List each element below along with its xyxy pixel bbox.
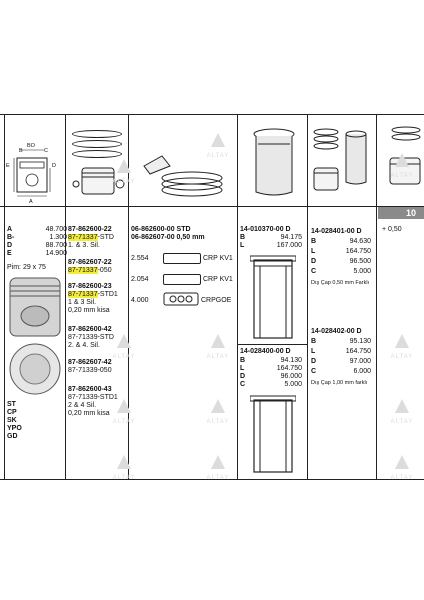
piston-note: 1. & 3. Sil. [68, 242, 100, 249]
col-divider [65, 114, 66, 479]
ring-set-code: 06-862607-00 0,50 mm [131, 234, 205, 241]
piston-note: 2. & 4. Sil. [68, 342, 100, 349]
liner-dim-row: D 96.000 [240, 373, 302, 380]
kit-dim-row: L 164.750 [311, 348, 371, 355]
header-separator [0, 206, 424, 207]
diagram-label-d: D [52, 163, 56, 169]
diagram-label-bo: BO [27, 143, 35, 149]
engine-type: CP [7, 409, 17, 416]
piston-ref: 87-71339-STD1 [68, 394, 118, 401]
ring-size: 2.054 [131, 276, 149, 283]
kit-note: Dış Çap 0,50 mm Farklı [311, 280, 370, 286]
diagram-label-e: E [6, 163, 10, 169]
piston-note: 0,20 mm kisa [68, 307, 110, 314]
piston-ref: 87-71337-STD1 [68, 291, 118, 298]
piston-crown-photo [8, 342, 62, 396]
piston-note: 0,20 mm kisa [68, 410, 110, 417]
engine-type: YPO [7, 425, 22, 432]
piston-ref: 87-71337-STD [68, 234, 114, 241]
diagram-label-c: C [44, 148, 48, 154]
piston-code: 87-862600-42 [68, 326, 112, 333]
watermark-logo: ▲ ALTAY [390, 327, 414, 360]
piston-note: 2 & 4 Sil. [68, 402, 97, 409]
engine-type: GD [7, 433, 18, 440]
cylinder-liner-image [250, 126, 298, 200]
piston-photo [8, 276, 62, 338]
watermark-logo: ▲ ALTAY [206, 327, 230, 360]
col-divider [4, 114, 5, 479]
ring-type: CRP KV1 [203, 276, 233, 283]
oil-ring-profile-icon [163, 292, 199, 306]
watermark-logo: ▲ ALTAY [112, 392, 136, 425]
kit-dim-row: D 97.000 [311, 358, 371, 365]
ring-type: CRPGOE [201, 297, 232, 304]
piston-ring-image [72, 130, 122, 138]
piston-ring-image [72, 140, 122, 148]
kit-dim-row: L 164.750 [311, 248, 371, 255]
pin-size: Pim: 29 x 75 [7, 264, 46, 271]
kit-dim-row: B 95.130 [311, 338, 371, 345]
kit-dim-row: C 5.000 [311, 268, 371, 275]
kit-dim-row: C 6.000 [311, 368, 371, 375]
piston-kit-image [310, 128, 374, 200]
liner-dim-row: L 167.000 [240, 242, 302, 249]
piston-note: 1 & 3 Sil. [68, 299, 97, 306]
page-number: 10 [405, 208, 416, 218]
kit-code: 14-028402-00 D [311, 328, 362, 335]
watermark-logo: ▲ ALTAY [112, 327, 136, 360]
liner-dim-row: C 5.000 [240, 381, 302, 388]
ring-profile-icon [163, 274, 201, 285]
liner-dim-row: B 94.175 [240, 234, 302, 241]
watermark-logo: ▲ ALTAY [206, 448, 230, 481]
liner-drawing [250, 394, 296, 476]
engine-dim-row: E 14.900 [7, 250, 67, 257]
engine-dim-row: D 88.700 [7, 242, 67, 249]
piston-ref: 87-71339-STD [68, 334, 114, 341]
diagram-label-b: B [19, 148, 23, 154]
engine-type: SK [7, 417, 17, 424]
engine-dim-row: A 48.700 [7, 226, 67, 233]
col-divider [237, 114, 238, 479]
kit-code: 14-028401-00 D [311, 228, 362, 235]
kit-note: Dış Çap 1,00 mm farklı [311, 380, 368, 386]
piston-code: 87-862600-43 [68, 386, 112, 393]
ring-profile-icon [163, 253, 201, 264]
watermark-logo: ▲ ALTAY [390, 392, 414, 425]
liner-dim-row: B 94.130 [240, 357, 302, 364]
col-divider [307, 114, 308, 479]
oversize-label: + 0,50 [382, 226, 402, 233]
ring-size: 2.554 [131, 255, 149, 262]
piston-code: 87-862607-22 [68, 259, 112, 266]
watermark-logo: ▲ ALTAY [206, 126, 230, 159]
catalog-page [0, 114, 424, 479]
watermark-logo: ▲ ALTAY [390, 448, 414, 481]
piston-code: 87-862607-42 [68, 359, 112, 366]
ring-size: 4.000 [131, 297, 149, 304]
liner-code: 14-010370-00 D [240, 226, 291, 233]
liner-dim-row: L 164.750 [240, 365, 302, 372]
liner-drawing [250, 254, 296, 342]
piston-code: 87-862600-22 [68, 226, 112, 233]
kit-dim-row: D 96.500 [311, 258, 371, 265]
piston-ref: 87-71337-050 [68, 267, 112, 274]
kit-dim-row: B 94.630 [311, 238, 371, 245]
ring-set-code: 06-862600-00 STD [131, 226, 191, 233]
diagram-label-a: A [29, 199, 33, 205]
ring-type: CRP KV1 [203, 255, 233, 262]
engine-dim-row: B- 1.300 [7, 234, 67, 241]
liner-separator [237, 344, 307, 345]
engine-type: ST [7, 401, 16, 408]
page-number-badge [378, 207, 424, 219]
watermark-logo: ▲ ALTAY [390, 146, 414, 179]
liner-code: 14-028400-00 D [240, 348, 291, 355]
table-top-border [0, 114, 424, 115]
watermark-logo: ▲ ALTAY [112, 448, 136, 481]
watermark-logo: ▲ ALTAY [112, 152, 136, 185]
piston-ref: 87-71339-050 [68, 367, 112, 374]
watermark-logo: ▲ ALTAY [206, 392, 230, 425]
piston-code: 87-862600-23 [68, 283, 112, 290]
col-divider [376, 114, 377, 479]
